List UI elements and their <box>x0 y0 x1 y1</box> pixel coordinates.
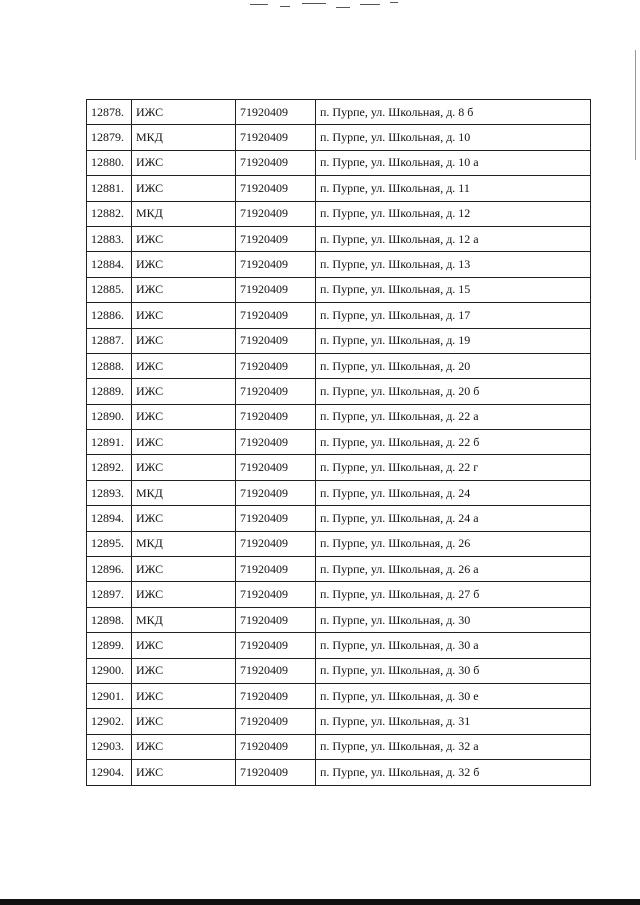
table-row <box>87 683 591 708</box>
table-row <box>87 125 591 150</box>
address-cell: п. Пурпе, ул. Школьная, д. 30 б <box>316 658 591 683</box>
table-row <box>87 201 591 226</box>
address-cell: п. Пурпе, ул. Школьная, д. 10 а <box>316 150 591 175</box>
oktmo-code-cell: 71920409 <box>236 455 316 480</box>
row-number-cell: 12904. <box>87 760 132 785</box>
oktmo-code-cell: 71920409 <box>236 201 316 226</box>
table-row <box>87 709 591 734</box>
building-type-cell: ИЖС <box>132 303 236 328</box>
address-cell: п. Пурпе, ул. Школьная, д. 24 <box>316 480 591 505</box>
oktmo-code-cell: 71920409 <box>236 404 316 429</box>
row-number-cell: 12893. <box>87 480 132 505</box>
address-cell: п. Пурпе, ул. Школьная, д. 30 <box>316 607 591 632</box>
address-cell: п. Пурпе, ул. Школьная, д. 32 б <box>316 760 591 785</box>
address-cell: п. Пурпе, ул. Школьная, д. 13 <box>316 252 591 277</box>
building-type-cell: ИЖС <box>132 760 236 785</box>
oktmo-code-cell: 71920409 <box>236 176 316 201</box>
table-row <box>87 379 591 404</box>
oktmo-code-cell: 71920409 <box>236 633 316 658</box>
building-type-cell: ИЖС <box>132 176 236 201</box>
table-row <box>87 557 591 582</box>
address-cell: п. Пурпе, ул. Школьная, д. 22 г <box>316 455 591 480</box>
building-type-cell: ИЖС <box>132 379 236 404</box>
row-number-cell: 12901. <box>87 683 132 708</box>
row-number-cell: 12883. <box>87 226 132 251</box>
row-number-cell: 12894. <box>87 506 132 531</box>
row-number-cell: 12888. <box>87 353 132 378</box>
row-number-cell: 12889. <box>87 379 132 404</box>
address-cell: п. Пурпе, ул. Школьная, д. 12 <box>316 201 591 226</box>
building-type-cell: ИЖС <box>132 683 236 708</box>
address-cell: п. Пурпе, ул. Школьная, д. 15 <box>316 277 591 302</box>
building-type-cell: ИЖС <box>132 226 236 251</box>
address-cell: п. Пурпе, ул. Школьная, д. 12 а <box>316 226 591 251</box>
address-cell: п. Пурпе, ул. Школьная, д. 30 а <box>316 633 591 658</box>
building-type-cell: ИЖС <box>132 734 236 759</box>
table-row <box>87 658 591 683</box>
row-number-cell: 12879. <box>87 125 132 150</box>
oktmo-code-cell: 71920409 <box>236 658 316 683</box>
oktmo-code-cell: 71920409 <box>236 252 316 277</box>
oktmo-code-cell: 71920409 <box>236 150 316 175</box>
building-type-cell: ИЖС <box>132 100 236 125</box>
oktmo-code-cell: 71920409 <box>236 277 316 302</box>
building-type-cell: ИЖС <box>132 455 236 480</box>
registry-table <box>86 99 591 786</box>
table-row <box>87 404 591 429</box>
building-type-cell: ИЖС <box>132 633 236 658</box>
building-type-cell: ИЖС <box>132 150 236 175</box>
oktmo-code-cell: 71920409 <box>236 353 316 378</box>
table-row <box>87 150 591 175</box>
table-row <box>87 582 591 607</box>
scan-edge-line <box>635 50 636 160</box>
oktmo-code-cell: 71920409 <box>236 582 316 607</box>
address-cell: п. Пурпе, ул. Школьная, д. 26 а <box>316 557 591 582</box>
oktmo-code-cell: 71920409 <box>236 430 316 455</box>
row-number-cell: 12900. <box>87 658 132 683</box>
row-number-cell: 12890. <box>87 404 132 429</box>
table-row <box>87 100 591 125</box>
oktmo-code-cell: 71920409 <box>236 506 316 531</box>
row-number-cell: 12887. <box>87 328 132 353</box>
oktmo-code-cell: 71920409 <box>236 100 316 125</box>
building-type-cell: ИЖС <box>132 404 236 429</box>
address-cell: п. Пурпе, ул. Школьная, д. 22 б <box>316 430 591 455</box>
building-type-cell: ИЖС <box>132 658 236 683</box>
address-cell: п. Пурпе, ул. Школьная, д. 24 а <box>316 506 591 531</box>
building-type-cell: ИЖС <box>132 252 236 277</box>
table-row <box>87 176 591 201</box>
row-number-cell: 12886. <box>87 303 132 328</box>
oktmo-code-cell: 71920409 <box>236 226 316 251</box>
oktmo-code-cell: 71920409 <box>236 303 316 328</box>
building-type-cell: МКД <box>132 125 236 150</box>
address-cell: п. Пурпе, ул. Школьная, д. 27 б <box>316 582 591 607</box>
scan-artifact <box>250 0 410 14</box>
row-number-cell: 12902. <box>87 709 132 734</box>
table-row <box>87 760 591 785</box>
table-row <box>87 252 591 277</box>
building-type-cell: ИЖС <box>132 328 236 353</box>
oktmo-code-cell: 71920409 <box>236 125 316 150</box>
table-row <box>87 277 591 302</box>
oktmo-code-cell: 71920409 <box>236 328 316 353</box>
address-cell: п. Пурпе, ул. Школьная, д. 20 <box>316 353 591 378</box>
building-type-cell: ИЖС <box>132 557 236 582</box>
row-number-cell: 12899. <box>87 633 132 658</box>
address-cell: п. Пурпе, ул. Школьная, д. 32 а <box>316 734 591 759</box>
oktmo-code-cell: 71920409 <box>236 734 316 759</box>
table-row <box>87 303 591 328</box>
address-cell: п. Пурпе, ул. Школьная, д. 26 <box>316 531 591 556</box>
oktmo-code-cell: 71920409 <box>236 531 316 556</box>
building-type-cell: ИЖС <box>132 506 236 531</box>
row-number-cell: 12881. <box>87 176 132 201</box>
row-number-cell: 12878. <box>87 100 132 125</box>
building-type-cell: МКД <box>132 531 236 556</box>
table-row <box>87 353 591 378</box>
table-row <box>87 607 591 632</box>
address-cell: п. Пурпе, ул. Школьная, д. 22 а <box>316 404 591 429</box>
oktmo-code-cell: 71920409 <box>236 557 316 582</box>
building-type-cell: ИЖС <box>132 353 236 378</box>
row-number-cell: 12880. <box>87 150 132 175</box>
address-cell: п. Пурпе, ул. Школьная, д. 8 б <box>316 100 591 125</box>
table-row <box>87 734 591 759</box>
oktmo-code-cell: 71920409 <box>236 683 316 708</box>
scan-bottom-edge <box>0 899 640 905</box>
building-type-cell: ИЖС <box>132 430 236 455</box>
registry-table-body <box>87 100 591 786</box>
address-cell: п. Пурпе, ул. Школьная, д. 10 <box>316 125 591 150</box>
row-number-cell: 12891. <box>87 430 132 455</box>
building-type-cell: МКД <box>132 201 236 226</box>
row-number-cell: 12897. <box>87 582 132 607</box>
address-cell: п. Пурпе, ул. Школьная, д. 30 е <box>316 683 591 708</box>
building-type-cell: ИЖС <box>132 277 236 302</box>
oktmo-code-cell: 71920409 <box>236 760 316 785</box>
address-cell: п. Пурпе, ул. Школьная, д. 11 <box>316 176 591 201</box>
address-cell: п. Пурпе, ул. Школьная, д. 17 <box>316 303 591 328</box>
building-type-cell: МКД <box>132 480 236 505</box>
table-row <box>87 430 591 455</box>
row-number-cell: 12882. <box>87 201 132 226</box>
oktmo-code-cell: 71920409 <box>236 379 316 404</box>
row-number-cell: 12896. <box>87 557 132 582</box>
row-number-cell: 12898. <box>87 607 132 632</box>
oktmo-code-cell: 71920409 <box>236 709 316 734</box>
table-row <box>87 531 591 556</box>
row-number-cell: 12892. <box>87 455 132 480</box>
row-number-cell: 12885. <box>87 277 132 302</box>
address-cell: п. Пурпе, ул. Школьная, д. 31 <box>316 709 591 734</box>
address-cell: п. Пурпе, ул. Школьная, д. 19 <box>316 328 591 353</box>
row-number-cell: 12903. <box>87 734 132 759</box>
building-type-cell: ИЖС <box>132 709 236 734</box>
table-row <box>87 506 591 531</box>
table-row <box>87 328 591 353</box>
building-type-cell: ИЖС <box>132 582 236 607</box>
row-number-cell: 12895. <box>87 531 132 556</box>
address-cell: п. Пурпе, ул. Школьная, д. 20 б <box>316 379 591 404</box>
building-type-cell: МКД <box>132 607 236 632</box>
table-row <box>87 226 591 251</box>
row-number-cell: 12884. <box>87 252 132 277</box>
oktmo-code-cell: 71920409 <box>236 480 316 505</box>
table-row <box>87 455 591 480</box>
oktmo-code-cell: 71920409 <box>236 607 316 632</box>
table-row <box>87 633 591 658</box>
table-row <box>87 480 591 505</box>
